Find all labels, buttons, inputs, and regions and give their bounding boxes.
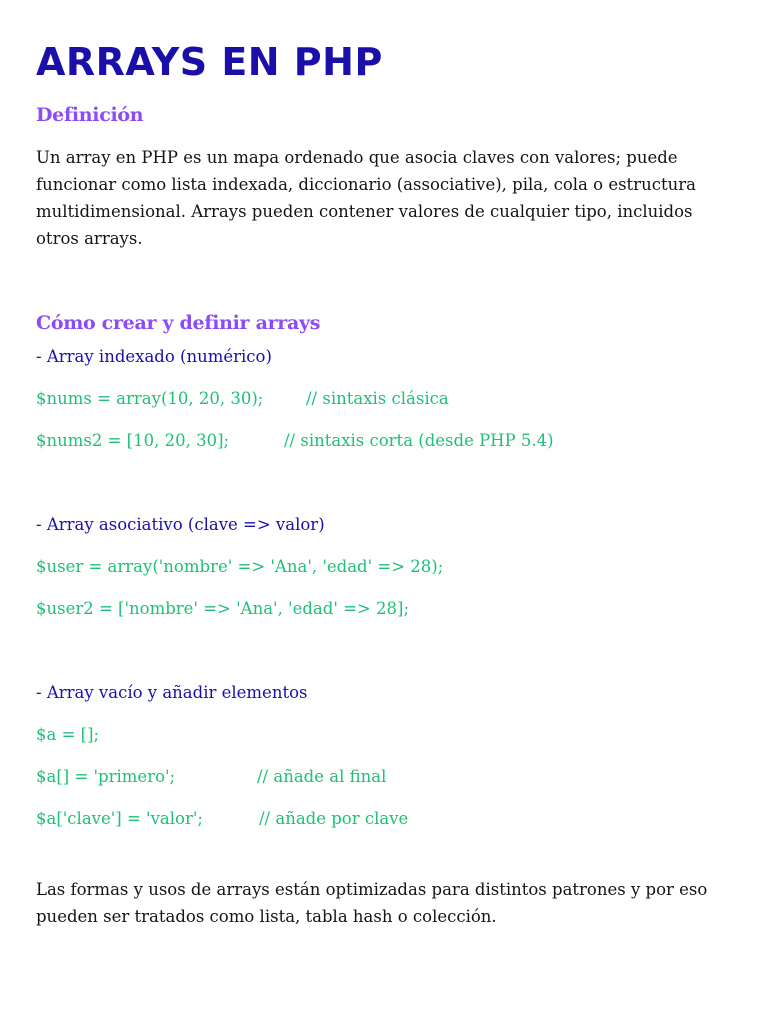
definition-paragraph: Un array en PHP es un mapa ordenado que asocia claves con valores; puede funcionar como lista indexada, diccionario (associative), pila, cola o estructura multidimensional. Arrays pueden contener valores de cualquier tipo, incluidos otros arrays. (36, 148, 696, 248)
code-comment: // añade por clave (259, 809, 409, 828)
code-statement: $a[] = 'primero'; (36, 767, 176, 786)
group-label: - Array asociativo (clave => valor) (36, 515, 325, 534)
code-line (36, 554, 732, 580)
code-line (36, 806, 732, 832)
code-line (36, 722, 732, 748)
code-comment: // sintaxis clásica (306, 389, 449, 408)
code-statement: $nums = array(10, 20, 30); (36, 389, 264, 408)
code-comment: // sintaxis corta (desde PHP 5.4) (284, 431, 554, 450)
indexed-array-group (36, 344, 732, 454)
page-title: ARRAYS EN PHP (36, 40, 383, 84)
code-statement: $user2 = ['nombre' => 'Ana', 'edad' => 28]; (36, 599, 409, 618)
create-arrays-heading: Cómo crear y definir arrays (36, 312, 321, 334)
code-line (36, 428, 732, 454)
code-line (36, 596, 732, 622)
group-label: - Array vacío y añadir elementos (36, 683, 308, 702)
code-line (36, 386, 732, 412)
code-statement: $a['clave'] = 'valor'; (36, 809, 203, 828)
code-statement: $a = []; (36, 725, 100, 744)
group-label: - Array indexado (numérico) (36, 347, 272, 366)
code-comment: // añade al final (257, 767, 387, 786)
code-line (36, 764, 732, 790)
empty-array-group (36, 680, 732, 832)
code-statement: $user = array('nombre' => 'Ana', 'edad' => 28); (36, 557, 444, 576)
definition-heading: Definición (36, 104, 144, 126)
associative-array-group (36, 512, 732, 622)
closing-paragraph: Las formas y usos de arrays están optimizadas para distintos patrones y por eso pueden ser tratados como lista, tabla hash o colección. (36, 880, 708, 926)
code-statement: $nums2 = [10, 20, 30]; (36, 431, 230, 450)
